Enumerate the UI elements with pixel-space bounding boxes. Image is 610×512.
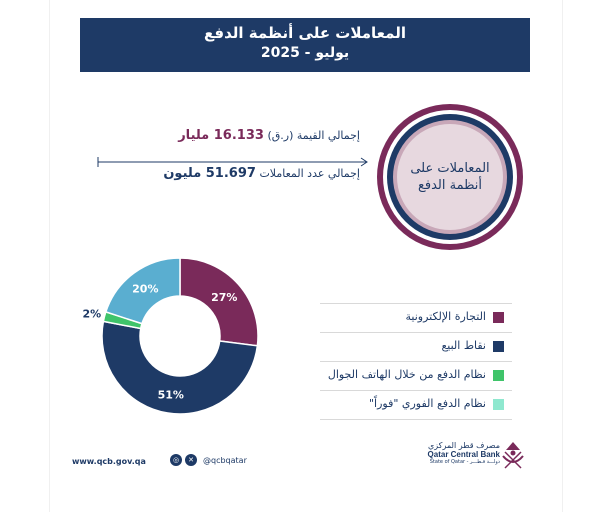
header-banner bbox=[80, 18, 530, 72]
social-handle[interactable]: @qcbqatar bbox=[203, 455, 247, 465]
instagram-icon[interactable]: ◎ bbox=[170, 454, 182, 466]
slice-label: 51% bbox=[157, 388, 184, 402]
total-count-label: إجمالي عدد المعاملات bbox=[259, 167, 360, 180]
bank-name-ar: مصرف قطر المركزي bbox=[428, 441, 500, 450]
social-links bbox=[170, 454, 247, 466]
period-label: يوليو - 2025 bbox=[260, 45, 350, 61]
website-link[interactable]: www.qcb.gov.qa bbox=[72, 457, 146, 466]
legend-label: نقاط البيع bbox=[441, 339, 486, 352]
x-icon[interactable]: ✕ bbox=[185, 454, 197, 466]
hero-label: المعاملات على أنظمة الدفع bbox=[410, 161, 490, 193]
legend-item bbox=[320, 391, 512, 420]
donut-chart bbox=[80, 252, 280, 422]
legend-item bbox=[320, 304, 512, 333]
hero-circle bbox=[377, 104, 523, 250]
total-count-line bbox=[163, 166, 360, 181]
slice-label: 2% bbox=[82, 307, 102, 321]
legend-item bbox=[320, 333, 512, 362]
slice-label: 27% bbox=[211, 290, 238, 304]
total-value-amount: 16.133 مليار bbox=[178, 128, 264, 143]
legend-label: نظام الدفع الفوري "فوراً" bbox=[368, 397, 486, 410]
legend-swatch bbox=[493, 370, 504, 381]
legend-swatch bbox=[493, 341, 504, 352]
legend-item bbox=[320, 362, 512, 391]
legend-swatch bbox=[493, 312, 504, 323]
total-value-line bbox=[178, 128, 360, 143]
divider-arrow bbox=[97, 157, 369, 167]
slice-label: 20% bbox=[132, 282, 159, 296]
state-label: State of Qatar - دولـــة قـطـــر bbox=[429, 459, 500, 465]
qcb-logo-icon bbox=[500, 438, 526, 472]
chart-legend bbox=[320, 303, 512, 420]
page-title: المعاملات على أنظمة الدفع bbox=[204, 24, 406, 42]
total-value-label: إجمالي القيمة (ر.ق) bbox=[267, 129, 360, 142]
bank-name-en: Qatar Central Bank bbox=[427, 450, 500, 459]
total-count-amount: 51.697 مليون bbox=[163, 166, 256, 181]
legend-label: نظام الدفع من خلال الهاتف الجوال bbox=[327, 368, 486, 381]
bank-name-block bbox=[420, 441, 500, 465]
legend-swatch bbox=[493, 399, 504, 410]
legend-label: التجارة الإلكترونية bbox=[405, 310, 486, 323]
